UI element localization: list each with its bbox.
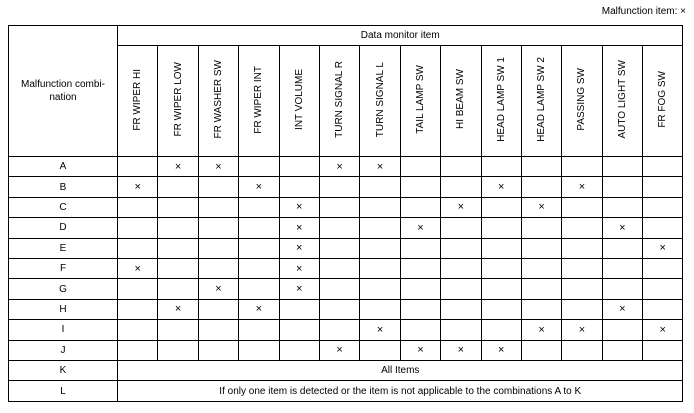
legend: Malfunction item: × [601, 6, 686, 17]
column-header-label: HI BEAM SW [455, 69, 467, 130]
column-header [279, 46, 319, 157]
table-cell [360, 320, 400, 340]
table-row [9, 360, 683, 380]
column-header [562, 46, 602, 157]
table-cell [521, 157, 561, 177]
table-cell [158, 218, 198, 238]
table-cell [400, 238, 440, 258]
table-cell [441, 197, 481, 217]
malfunction-mark: × [376, 160, 384, 173]
table-cell [441, 320, 481, 340]
column-header-label: AUTO LIGHT SW [616, 60, 628, 139]
column-header-label: FR WIPER HI [132, 68, 144, 131]
table-cell [643, 197, 683, 217]
table-cell [481, 340, 521, 360]
malfunction-mark: × [134, 181, 141, 194]
table-cell [158, 197, 198, 217]
malfunction-mark: × [619, 303, 626, 316]
table-cell [643, 279, 683, 299]
table-cell [239, 157, 279, 177]
malfunction-mark: × [619, 221, 626, 234]
table-cell [118, 238, 158, 258]
table-cell [562, 258, 602, 278]
column-header-label: FR WIPER LOW [172, 62, 184, 137]
row-header-malfunction-combination [9, 26, 118, 157]
table-cell [279, 218, 319, 238]
table-cell [360, 197, 400, 217]
table-cell [158, 340, 198, 360]
table-cell [602, 340, 642, 360]
table-cell [481, 218, 521, 238]
table-cell [481, 258, 521, 278]
table-cell [118, 157, 158, 177]
malfunction-mark: × [255, 181, 263, 194]
table-cell [319, 197, 359, 217]
table-cell [481, 197, 521, 217]
table-cell [239, 218, 279, 238]
table-cell [562, 238, 602, 258]
table-cell [319, 218, 359, 238]
table-cell [118, 299, 158, 319]
column-header [481, 46, 521, 157]
group-header-data-monitor-item: Data monitor item [118, 26, 683, 46]
table-cell [521, 218, 561, 238]
combination-label: G [9, 279, 118, 299]
malfunction-mark: × [296, 283, 303, 296]
table-cell [360, 340, 400, 360]
column-header-label: HEAD LAMP SW 1 [495, 57, 507, 142]
table-row [9, 177, 683, 197]
column-header [521, 46, 561, 157]
span-cell: All Items [118, 360, 683, 380]
table-cell [118, 177, 158, 197]
table-cell [521, 238, 561, 258]
table-row [9, 218, 683, 238]
table-cell [521, 258, 561, 278]
combination-label: K [9, 360, 118, 380]
malfunction-mark: × [659, 242, 666, 255]
column-header [441, 46, 481, 157]
table-cell [400, 177, 440, 197]
table-cell [441, 258, 481, 278]
table-cell [360, 299, 400, 319]
table-row [9, 381, 683, 402]
data-monitor-table [8, 25, 683, 402]
malfunction-mark: × [296, 262, 303, 275]
malfunction-mark: × [134, 262, 141, 275]
table-cell [441, 279, 481, 299]
table-cell [158, 177, 198, 197]
malfunction-mark: × [538, 201, 545, 214]
table-body [9, 157, 683, 402]
table-cell [360, 238, 400, 258]
table-cell [562, 177, 602, 197]
table-cell [643, 218, 683, 238]
column-header [400, 46, 440, 157]
table-cell [481, 177, 521, 197]
table-cell [158, 258, 198, 278]
table-cell [602, 279, 642, 299]
table-cell [562, 197, 602, 217]
table-cell [319, 279, 359, 299]
table-cell [562, 218, 602, 238]
table-cell [118, 218, 158, 238]
column-header-label: FR FOG SW [657, 71, 669, 128]
combination-label: H [9, 299, 118, 319]
table-cell [239, 238, 279, 258]
column-header [198, 46, 238, 157]
table-cell [602, 320, 642, 340]
table-cell [158, 299, 198, 319]
column-header-label: FR WASHER SW [212, 60, 224, 139]
combination-label: A [9, 157, 118, 177]
table-cell [279, 340, 319, 360]
table-cell [481, 157, 521, 177]
table-cell [441, 218, 481, 238]
table-row [9, 340, 683, 360]
table-cell [158, 279, 198, 299]
table-cell [198, 258, 238, 278]
column-header [602, 46, 642, 157]
table-cell [118, 197, 158, 217]
table-cell [279, 299, 319, 319]
table-cell [643, 299, 683, 319]
table-cell [198, 238, 238, 258]
table-cell [441, 177, 481, 197]
table-cell [279, 238, 319, 258]
table-cell [239, 320, 279, 340]
column-header-label: HEAD LAMP SW 2 [536, 57, 548, 142]
malfunction-mark: × [659, 323, 666, 336]
table-row [9, 197, 683, 217]
combination-label: D [9, 218, 118, 238]
table-cell [279, 279, 319, 299]
table-cell [602, 299, 642, 319]
combination-label: I [9, 320, 118, 340]
span-cell: If only one item is detected or the item is not applicable to the combinations A to K [118, 381, 683, 402]
table-row [9, 238, 683, 258]
column-header [239, 46, 279, 157]
table-cell [319, 157, 359, 177]
table-cell [400, 258, 440, 278]
table-cell [643, 177, 683, 197]
table-cell [279, 157, 319, 177]
table-cell [158, 320, 198, 340]
table-cell [562, 320, 602, 340]
table-cell [400, 157, 440, 177]
table-cell [400, 279, 440, 299]
column-header [118, 46, 158, 157]
table-cell [400, 320, 440, 340]
table-cell [198, 299, 238, 319]
table-cell [279, 197, 319, 217]
malfunction-mark: × [174, 303, 182, 316]
table-cell [360, 258, 400, 278]
table-cell [643, 238, 683, 258]
table-row [9, 299, 683, 319]
malfunction-mark: × [296, 201, 303, 214]
column-header [319, 46, 359, 157]
table-cell [521, 320, 561, 340]
column-header-label: INT VOLUME [293, 69, 305, 130]
table-cell [198, 177, 238, 197]
table-cell [198, 197, 238, 217]
combination-label: B [9, 177, 118, 197]
column-header-label: FR WIPER INT [253, 65, 265, 134]
malfunction-mark: × [417, 344, 424, 357]
table-cell [602, 218, 642, 238]
table-cell [118, 279, 158, 299]
table-row [9, 258, 683, 278]
table-cell [441, 238, 481, 258]
table-cell [360, 218, 400, 238]
table-row [9, 157, 683, 177]
table-cell [481, 299, 521, 319]
table-cell [400, 299, 440, 319]
table-cell [643, 258, 683, 278]
column-header-label: TAIL LAMP SW [414, 65, 426, 134]
table-cell [198, 279, 238, 299]
table-row [9, 279, 683, 299]
table-cell [562, 340, 602, 360]
table-cell [441, 157, 481, 177]
table-cell [643, 320, 683, 340]
malfunction-mark: × [215, 283, 222, 296]
table-cell [198, 157, 238, 177]
malfunction-mark: × [578, 323, 586, 336]
column-header [360, 46, 400, 157]
column-header-label: PASSING SW [576, 68, 588, 131]
table-cell [279, 177, 319, 197]
table-cell [360, 279, 400, 299]
table-cell [562, 279, 602, 299]
table-cell [400, 197, 440, 217]
table-cell [319, 238, 359, 258]
column-header-label: TURN SIGNAL L [374, 61, 386, 138]
table-cell [521, 177, 561, 197]
malfunction-mark: × [255, 303, 263, 316]
malfunction-mark: × [538, 323, 545, 336]
table-cell [521, 299, 561, 319]
table-cell [239, 258, 279, 278]
table-cell [118, 258, 158, 278]
table-row [9, 320, 683, 340]
table-cell [279, 320, 319, 340]
table-cell [602, 238, 642, 258]
combination-label: J [9, 340, 118, 360]
malfunction-mark: × [376, 323, 384, 336]
table-cell [319, 299, 359, 319]
malfunction-mark: × [497, 344, 505, 357]
table-cell [521, 340, 561, 360]
table-cell [643, 157, 683, 177]
malfunction-mark: × [336, 344, 343, 357]
combination-label: E [9, 238, 118, 258]
table-cell [481, 238, 521, 258]
combination-label: C [9, 197, 118, 217]
malfunction-mark: × [296, 242, 303, 255]
table-cell [521, 197, 561, 217]
table-cell [118, 320, 158, 340]
table-cell [481, 279, 521, 299]
malfunction-mark: × [296, 221, 303, 234]
table-cell [239, 279, 279, 299]
table-cell [602, 258, 642, 278]
malfunction-mark: × [215, 160, 222, 173]
table-cell [521, 279, 561, 299]
malfunction-mark: × [457, 201, 465, 214]
malfunction-mark: × [174, 160, 182, 173]
table-cell [198, 320, 238, 340]
column-header-label: TURN SIGNAL R [334, 61, 346, 138]
table-cell [562, 157, 602, 177]
table-cell [198, 218, 238, 238]
table-cell [319, 320, 359, 340]
malfunction-mark: × [417, 221, 424, 234]
table-cell [319, 258, 359, 278]
column-header [643, 46, 683, 157]
table-cell [562, 299, 602, 319]
table-cell [279, 258, 319, 278]
table-cell [481, 320, 521, 340]
malfunction-mark: × [578, 181, 586, 194]
table-cell [118, 340, 158, 360]
table-cell [400, 340, 440, 360]
table-cell [239, 197, 279, 217]
malfunction-mark: × [336, 160, 343, 173]
table-cell [602, 177, 642, 197]
table-cell [239, 340, 279, 360]
table-cell [239, 299, 279, 319]
table-cell [441, 340, 481, 360]
table-cell [643, 340, 683, 360]
table-cell [602, 197, 642, 217]
table-cell [158, 157, 198, 177]
table-cell [400, 218, 440, 238]
table-cell [602, 157, 642, 177]
combination-label: F [9, 258, 118, 278]
malfunction-mark: × [497, 181, 505, 194]
table-cell [198, 340, 238, 360]
malfunction-mark: × [457, 344, 465, 357]
table-cell [360, 157, 400, 177]
table-cell [319, 340, 359, 360]
column-header [158, 46, 198, 157]
table-cell [158, 238, 198, 258]
table-cell [319, 177, 359, 197]
table-cell [360, 177, 400, 197]
combination-label: L [9, 381, 118, 402]
table-cell [239, 177, 279, 197]
row-header-label: Malfunction combi- nation [21, 79, 105, 103]
table-cell [441, 299, 481, 319]
